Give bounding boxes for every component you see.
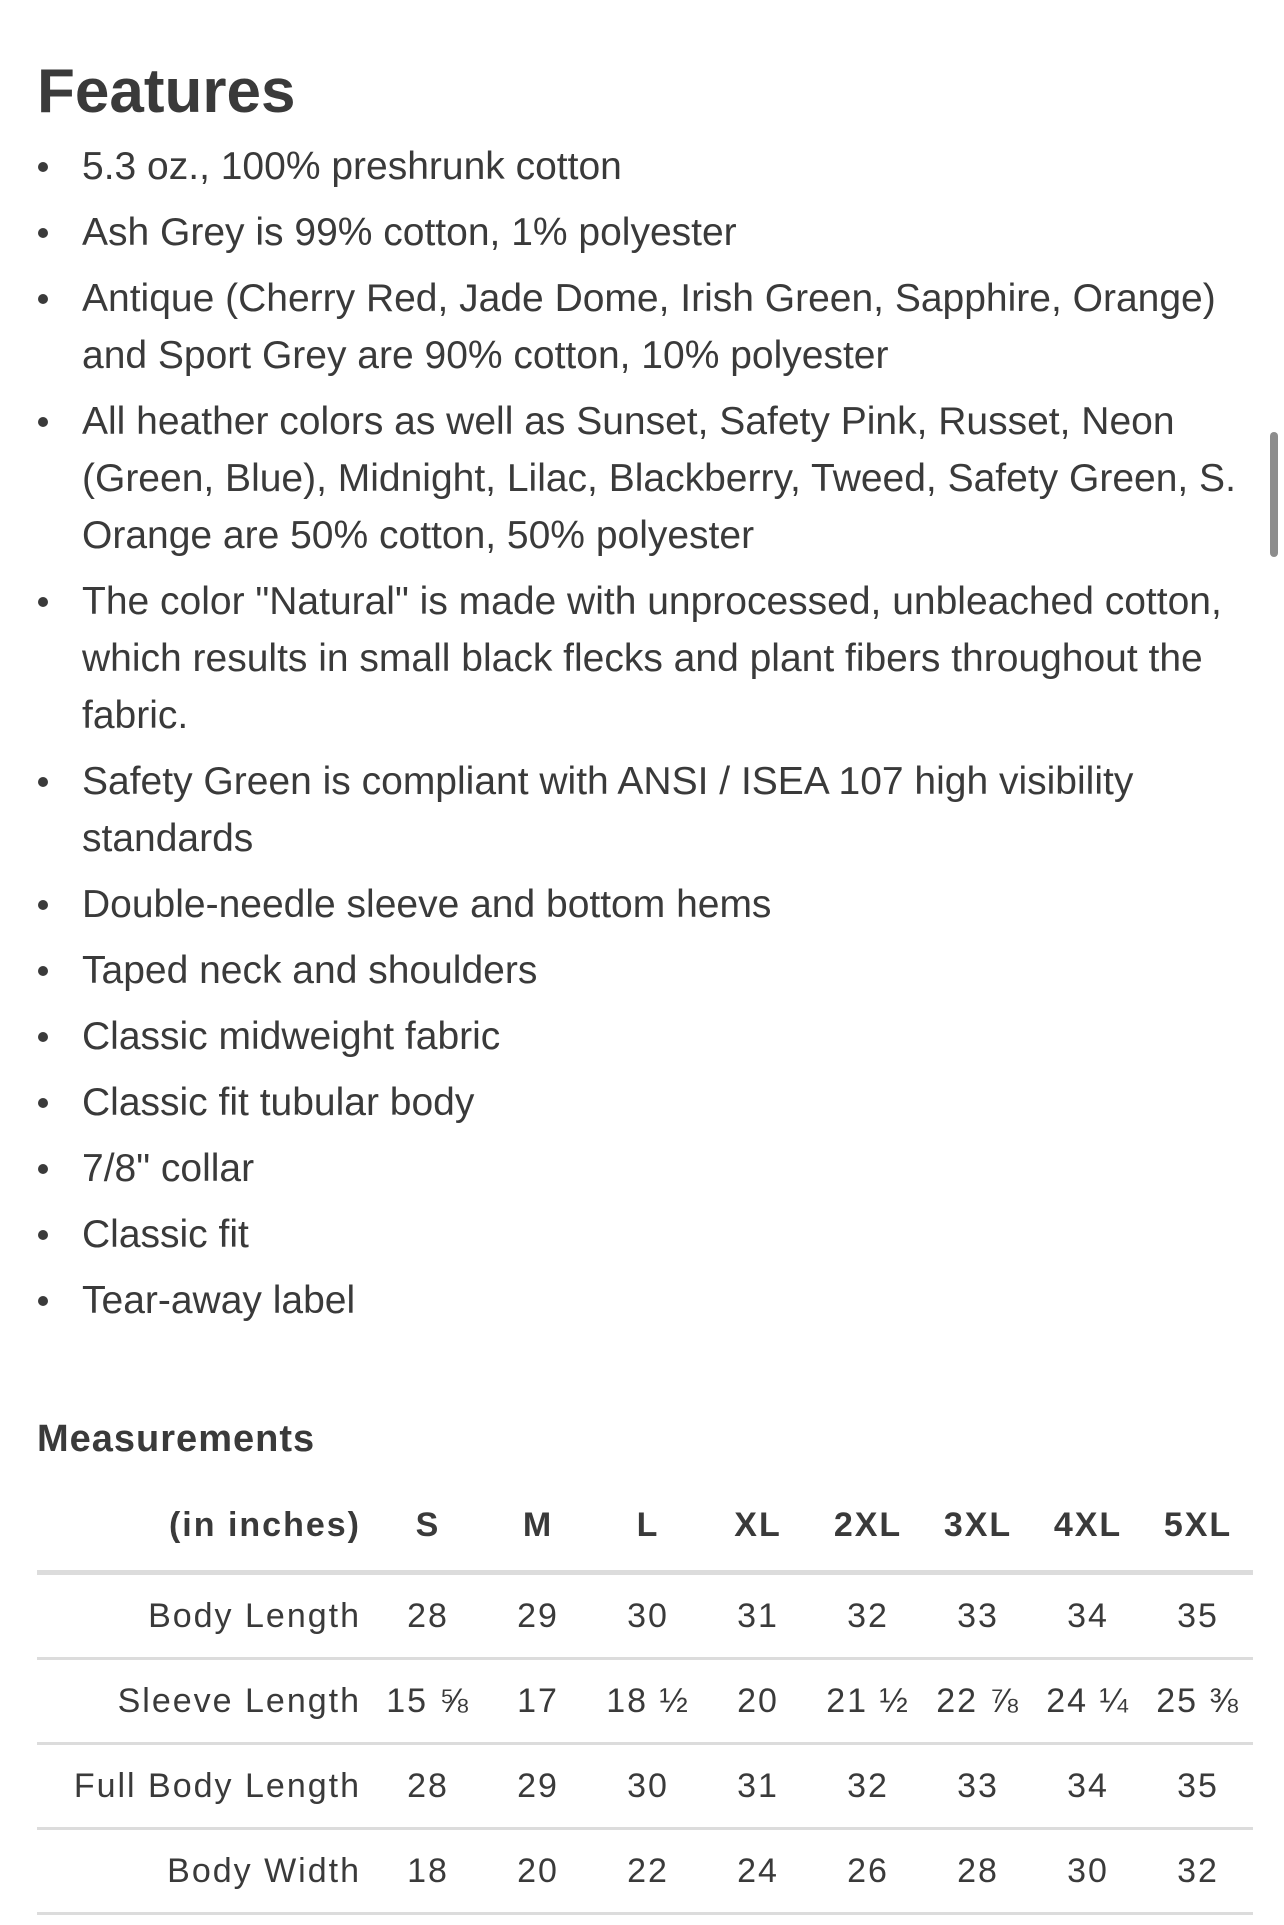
table-cell: 31 (703, 1744, 813, 1829)
row-label: Sleeve Length (37, 1659, 373, 1744)
bullet-icon (38, 162, 48, 172)
table-cell: 29 (483, 1573, 593, 1659)
size-header: 5XL (1143, 1488, 1253, 1573)
bullet-icon (38, 1230, 48, 1240)
size-header: L (593, 1488, 703, 1573)
bullet-icon (38, 597, 48, 607)
size-header: S (373, 1488, 483, 1573)
table-cell: 34 (1033, 1573, 1143, 1659)
table-row (37, 1744, 1253, 1829)
feature-text: Classic midweight fabric (82, 1015, 501, 1058)
table-cell: 24 (703, 1829, 813, 1914)
table-cell: 28 (923, 1829, 1033, 1914)
table-cell: 30 (1033, 1829, 1143, 1914)
size-header: M (483, 1488, 593, 1573)
table-cell: 22 (593, 1829, 703, 1914)
table-cell: 28 (373, 1744, 483, 1829)
table-cell: 29 (483, 1744, 593, 1829)
table-cell: 26 (813, 1829, 923, 1914)
feature-text: 5.3 oz., 100% preshrunk cotton (82, 145, 622, 188)
table-row (37, 1659, 1253, 1744)
bullet-icon (38, 417, 48, 427)
table-cell: 35 (1143, 1744, 1253, 1829)
unit-label: (in inches) (37, 1488, 373, 1573)
table-cell: 20 (483, 1829, 593, 1914)
bullet-icon (38, 900, 48, 910)
feature-item (37, 204, 1253, 261)
bullet-icon (38, 966, 48, 976)
size-header: 3XL (923, 1488, 1033, 1573)
feature-text: Double-needle sleeve and bottom hems (82, 883, 772, 926)
feature-text: Safety Green is compliant with ANSI / ISEA 107 high visibility standards (82, 760, 1134, 860)
table-cell: 33 (923, 1744, 1033, 1829)
feature-item (37, 1272, 1253, 1329)
table-row (37, 1829, 1253, 1914)
table-cell: 33 (923, 1573, 1033, 1659)
table-row (37, 1573, 1253, 1659)
features-list (37, 138, 1253, 1329)
table-cell: 20 (703, 1659, 813, 1744)
feature-text: The color "Natural" is made with unprocessed, unbleached cotton, which results in small black flecks and plant fibers throughout the fabric. (82, 580, 1222, 737)
bullet-icon (38, 1032, 48, 1042)
table-cell: 28 (373, 1573, 483, 1659)
feature-item (37, 753, 1253, 867)
size-header: XL (703, 1488, 813, 1573)
bullet-icon (38, 777, 48, 787)
features-heading: Features (37, 57, 296, 126)
table-cell: 30 (593, 1573, 703, 1659)
feature-item (37, 1140, 1253, 1197)
row-label: Body Width (37, 1829, 373, 1914)
measurements-heading: Measurements (37, 1418, 316, 1460)
bullet-icon (38, 1164, 48, 1174)
feature-text: Classic fit tubular body (82, 1081, 475, 1124)
feature-text: Classic fit (82, 1213, 249, 1256)
bullet-icon (38, 294, 48, 304)
bullet-icon (38, 1098, 48, 1108)
measurements-table (37, 1488, 1253, 1915)
bullet-icon (38, 228, 48, 238)
vertical-scrollbar[interactable] (1270, 432, 1278, 557)
product-details (37, 0, 1253, 1890)
feature-item (37, 138, 1253, 195)
feature-text: 7/8" collar (82, 1147, 255, 1190)
bullet-icon (38, 1296, 48, 1306)
table-cell: 15 ⅝ (373, 1659, 483, 1744)
table-cell: 31 (703, 1573, 813, 1659)
feature-item (37, 1074, 1253, 1131)
feature-text: All heather colors as well as Sunset, Safety Pink, Russet, Neon (Green, Blue), Midnight, Lilac, Blackberry, Tweed, Safety Green, S. Orange are 50% cotton, 50% polyester (82, 400, 1236, 557)
table-header-row (37, 1488, 1253, 1573)
table-cell: 32 (1143, 1829, 1253, 1914)
feature-text: Ash Grey is 99% cotton, 1% polyester (82, 211, 737, 254)
row-label: Body Length (37, 1573, 373, 1659)
feature-item (37, 1008, 1253, 1065)
table-cell: 32 (813, 1573, 923, 1659)
table-cell: 35 (1143, 1573, 1253, 1659)
table-cell: 22 ⅞ (923, 1659, 1033, 1744)
table-cell: 18 (373, 1829, 483, 1914)
table-cell: 32 (813, 1744, 923, 1829)
feature-item (37, 393, 1253, 564)
table-cell: 34 (1033, 1744, 1143, 1829)
feature-item (37, 1206, 1253, 1263)
table-cell: 17 (483, 1659, 593, 1744)
feature-item (37, 573, 1253, 744)
feature-item (37, 942, 1253, 999)
size-header: 4XL (1033, 1488, 1143, 1573)
feature-item (37, 270, 1253, 384)
table-cell: 25 ⅜ (1143, 1659, 1253, 1744)
table-cell: 30 (593, 1744, 703, 1829)
table-cell: 21 ½ (813, 1659, 923, 1744)
feature-item (37, 876, 1253, 933)
size-header: 2XL (813, 1488, 923, 1573)
table-cell: 18 ½ (593, 1659, 703, 1744)
table-cell: 24 ¼ (1033, 1659, 1143, 1744)
feature-text: Tear-away label (82, 1279, 356, 1322)
feature-text: Taped neck and shoulders (82, 949, 538, 992)
feature-text: Antique (Cherry Red, Jade Dome, Irish Green, Sapphire, Orange) and Sport Grey are 90% cotton, 10% polyester (82, 277, 1216, 377)
row-label: Full Body Length (37, 1744, 373, 1829)
